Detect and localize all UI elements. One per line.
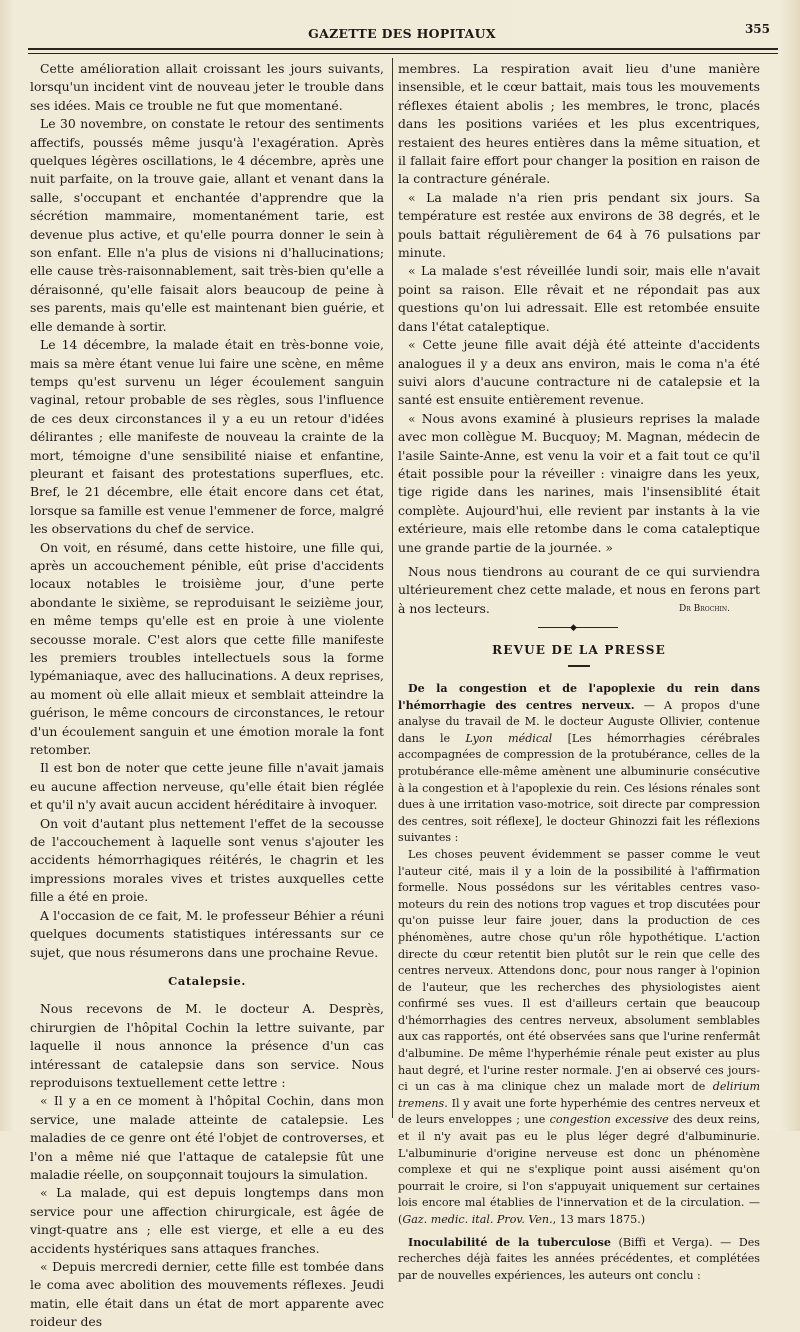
header-rule-thin: [28, 53, 778, 54]
paragraph: Nous recevons de M. le docteur A. Desprès, chirurgien de l'hôpital Cochin la lettre suivante, par laquelle il nous annonce la présence d'un cas intéressant de catalepsie dans son service. Nous reproduisons textuellement cette lettre :: [30, 1001, 384, 1090]
paragraph: membres. La respiration avait lieu d'une manière insensible, et le cœur battait, mais tous les mouvements réflexes étaient abolis ; les membres, le tronc, placés dans les positions variées et les plus excentriques, restaient des heures entières dans la même situation, et il fallait faire effort pour changer la position en raison de la contracture générale.: [398, 61, 760, 187]
article-body: [Les hémorrhagies cérébrales accompagnées de compression de la protubérance, celles de la protubérance elle-même amènent une albuminurie consécutive à la congestion et à l'apoplexie du rein. Ces lésions rénales sont dues à une irritation vaso-motrice, soit directe par compression des centres, soit réflexe], le docteur Ghinozzi fait les réflexions suivantes :: [398, 731, 760, 845]
article-paragraph: [398, 847, 760, 1229]
short-rule: [568, 665, 590, 667]
source-date: , 13 mars 1875.): [552, 1213, 646, 1226]
article-body: (Biffi et Verga). — Des recherches déjà faites les années précédentes, et complétées par de nouvelles expériences, les auteurs ont conclu :: [398, 1235, 760, 1282]
header-rule-thick: [28, 48, 778, 50]
section-title-revue: REVUE DE LA PRESSE: [492, 642, 666, 657]
article-congestion-rein: [398, 681, 760, 847]
italic-term: congestion excessive: [549, 1113, 669, 1127]
letter-paragraph: « La malade n'a rien pris pendant six jours. Sa température est restée aux environs de 38 degrés, et le pouls battait régulièrement de 64 à 76 pulsations par minute.: [398, 189, 760, 261]
left-column: [30, 60, 384, 1330]
article-title: Inoculabilité de la tuberculose: [408, 1235, 611, 1249]
paragraph: A l'occasion de ce fait, M. le professeur Béhier a réuni quelques documents statistiques intéressants sur ce sujet, que nous résumerons dans une prochaine Revue.: [30, 907, 384, 960]
italic-term: delirium tremens: [398, 1080, 760, 1110]
text-span: . Il y avait une forte hyperhémie des centres nerveux et de leurs enveloppes ; une: [398, 1096, 760, 1127]
paragraph: On voit d'autant plus nettement l'effet de la secousse de l'accouchement à laquelle sont venus s'ajouter les accidents hémorrhagiques réitérés, le chagrin et les impressions morales vives et tristes auxquelles cette fille a été en proie.: [30, 815, 384, 905]
journal-title: GAZETTE DES HOPITAUX: [308, 26, 496, 41]
right-column: [398, 60, 760, 1282]
paragraph: Cette amélioration allait croissant les jours suivants, lorsqu'un incident vint de nouveau jeter le trouble dans ses idées. Mais ce trouble ne fut que momentané.: [30, 61, 384, 113]
article-title: De la congestion et de l'apoplexie du rein dans l'hémorrhagie des centres nerveux.: [398, 682, 760, 712]
text-span: des deux reins, et il n'y avait pas eu le plus léger degré d'albuminurie. L'albuminurie d'origine nerveuse est donc un phénomène complexe et qui ne s'explique point aussi aisément qu'on pourrait le croire, si l'on s'appuyait uniquement sur certaines lois encore mal établies de l'innervation et de la circulation. — (: [398, 1113, 760, 1226]
article-tuberculose: [398, 1235, 760, 1285]
section-title-catalepsie: Catalepsie.: [168, 973, 246, 988]
page-number: 355: [744, 22, 770, 36]
article-intro: — A propos d'une analyse du travail de M. le docteur Auguste Ollivier, contenue dans le: [398, 698, 760, 745]
ornament-divider: [398, 619, 760, 635]
paragraph: On voit, en résumé, dans cette histoire, une fille qui, après un accouchement pénible, eût prise d'accidents locaux notables le troisième jour, d'une perte abondante le sixième, se reproduisant le seizième jour, en même temps qu'elle est en proie à une violente secousse morale. C'est alors que cette fille manifeste les premiers troubles intellectuels sous la forme lypémaniaque, avec des hallucinations. A deux reprises, au moment où elle allait mieux et semblait atteindre la guérison, le même concours de circonstances, le retour d'un écoulement sanguin et une émotion morale la font retomber.: [30, 539, 384, 758]
signature: Dr Brochin.: [679, 604, 730, 615]
page-header: [24, 20, 780, 60]
letter-paragraph: « Il y a en ce moment à l'hôpital Cochin, dans mon service, une malade atteinte de catalepsie. Les maladies de ce genre ont été l'objet de controverses, et l'on a même nié que l'attaque de catalepsie fût une maladie réelle, on soupçonnait toujours la simulation.: [30, 1093, 384, 1182]
paragraph: Il est bon de noter que cette jeune fille n'avait jamais eu aucune affection nerveuse, qu'elle était bien réglée et qu'il n'y avait aucun accident héréditaire à invoquer.: [30, 760, 384, 813]
column-divider: [392, 58, 393, 1118]
paragraph: Le 14 décembre, la malade était en très-bonne voie, mais sa mère étant venue lui faire une scène, en même temps qu'est survenu un léger écoulement sanguin vaginal, retour probable de ses règles, sous l'influence de ces deux circonstances il y a eu un retour d'idées délirantes ; elle manifeste de nouveau la crainte de la mort, témoigne d'une sensibilité niaise et enfantine, pleurant et faisant des protestations superflues, etc. Bref, le 21 décembre, elle était encore dans cet état, lorsque sa famille est venue l'emmener de force, malgré les observations du chef de service.: [30, 337, 384, 537]
letter-paragraph: « La malade, qui est depuis longtemps dans mon service pour une affection chirurgicale, est âgée de vingt-quatre ans ; elle est vierge, et elle a eu des accidents hystériques sans attaques franches.: [30, 1185, 384, 1256]
letter-paragraph: « Nous avons examiné à plusieurs reprises la malade avec mon collègue M. Bucquoy; M. Magnan, médecin de l'asile Sainte-Anne, est venu la voir et a fait tout ce qu'il était possible pour la réveiller : vinaigre dans les yeux, tige rigide dans les narines, mais l'insensiblité était complète. Aujourd'hui, elle revient par instants à la vie extérieure, mais elle retombe dans le coma cataleptique une grande partie de la journée. »: [398, 410, 760, 555]
paragraph: Le 30 novembre, on constate le retour des sentiments affectifs, poussés même jusqu'à l'exagération. Après quelques légères oscillations, le 4 décembre, après une nuit parfaite, on la trouve gaie, allant et venant dans la salle, s'occupant et enchantée d'apprendre que la sécrétion mammaire, momentanément tarie, est devenue plus active, et qu'elle pourra donner le sein à son enfant. Elle n'a plus de visions ni d'hallucinations; elle cause très-raisonnablement, sait très-bien qu'elle a déraisonné, qu'elle faisait alors beaucoup de peine à ses parents, mais qu'elle est maintenant bien guérie, et elle demande à sortir.: [30, 116, 384, 334]
text-span: Les choses peuvent évidemment se passer comme le veut l'auteur cité, mais il y a loin de la possibilité à l'affirmation formelle. Nous possédons sur les véritables centres vaso-moteurs du rein des notions trop vagues et trop discutées pour qu'on puisse leur faire jouer, dans la production de ces phénomènes, autre chose qu'un rôle hypothétique. L'action directe du cœur retentit bien plutôt sur le rein que celle des centres nerveux. Attendons donc, pour nous ranger à l'opinion de l'auteur, que les recherches des physiologistes aient confirmé ses vues. Il est d'ailleurs certain que beaucoup d'hémorrhagies des centres nerveux, absolument semblables aux cas rapportés, ont été observées sans que l'urine renfermât d'albumine. De même l'hyperhémie rénale peut exister au plus haut degré, et l'urine rester normale. J'en ai observé ces jours-ci un cas à ma clinique chez un malade mort de: [398, 847, 760, 1094]
paragraph: Nous nous tiendrons au courant de ce qui surviendra ultérieurement chez cette malade, et nous en ferons part à nos lecteurs.: [398, 563, 760, 616]
source-citation: Gaz. medic. ital. Prov. Ven.: [402, 1213, 553, 1226]
journal-name: Lyon médical: [465, 731, 553, 745]
letter-paragraph: « Cette jeune fille avait déjà été atteinte d'accidents analogues il y a deux ans environ, mais le coma n'a été suivi alors d'aucune contracture ni de catalepsie et la santé est ensuite entièrement revenue.: [398, 337, 760, 408]
letter-paragraph: « La malade s'est réveillée lundi soir, mais elle n'avait point sa raison. Elle rêvait et ne répondait pas aux questions qu'on lui adressait. Elle est retombée ensuite dans l'état cataleptique.: [398, 263, 760, 334]
letter-paragraph: « Depuis mercredi dernier, cette fille est tombée dans le coma avec abolition des mouvements réflexes. Jeudi matin, elle était dans un état de mort apparente avec roideur des: [30, 1259, 384, 1330]
